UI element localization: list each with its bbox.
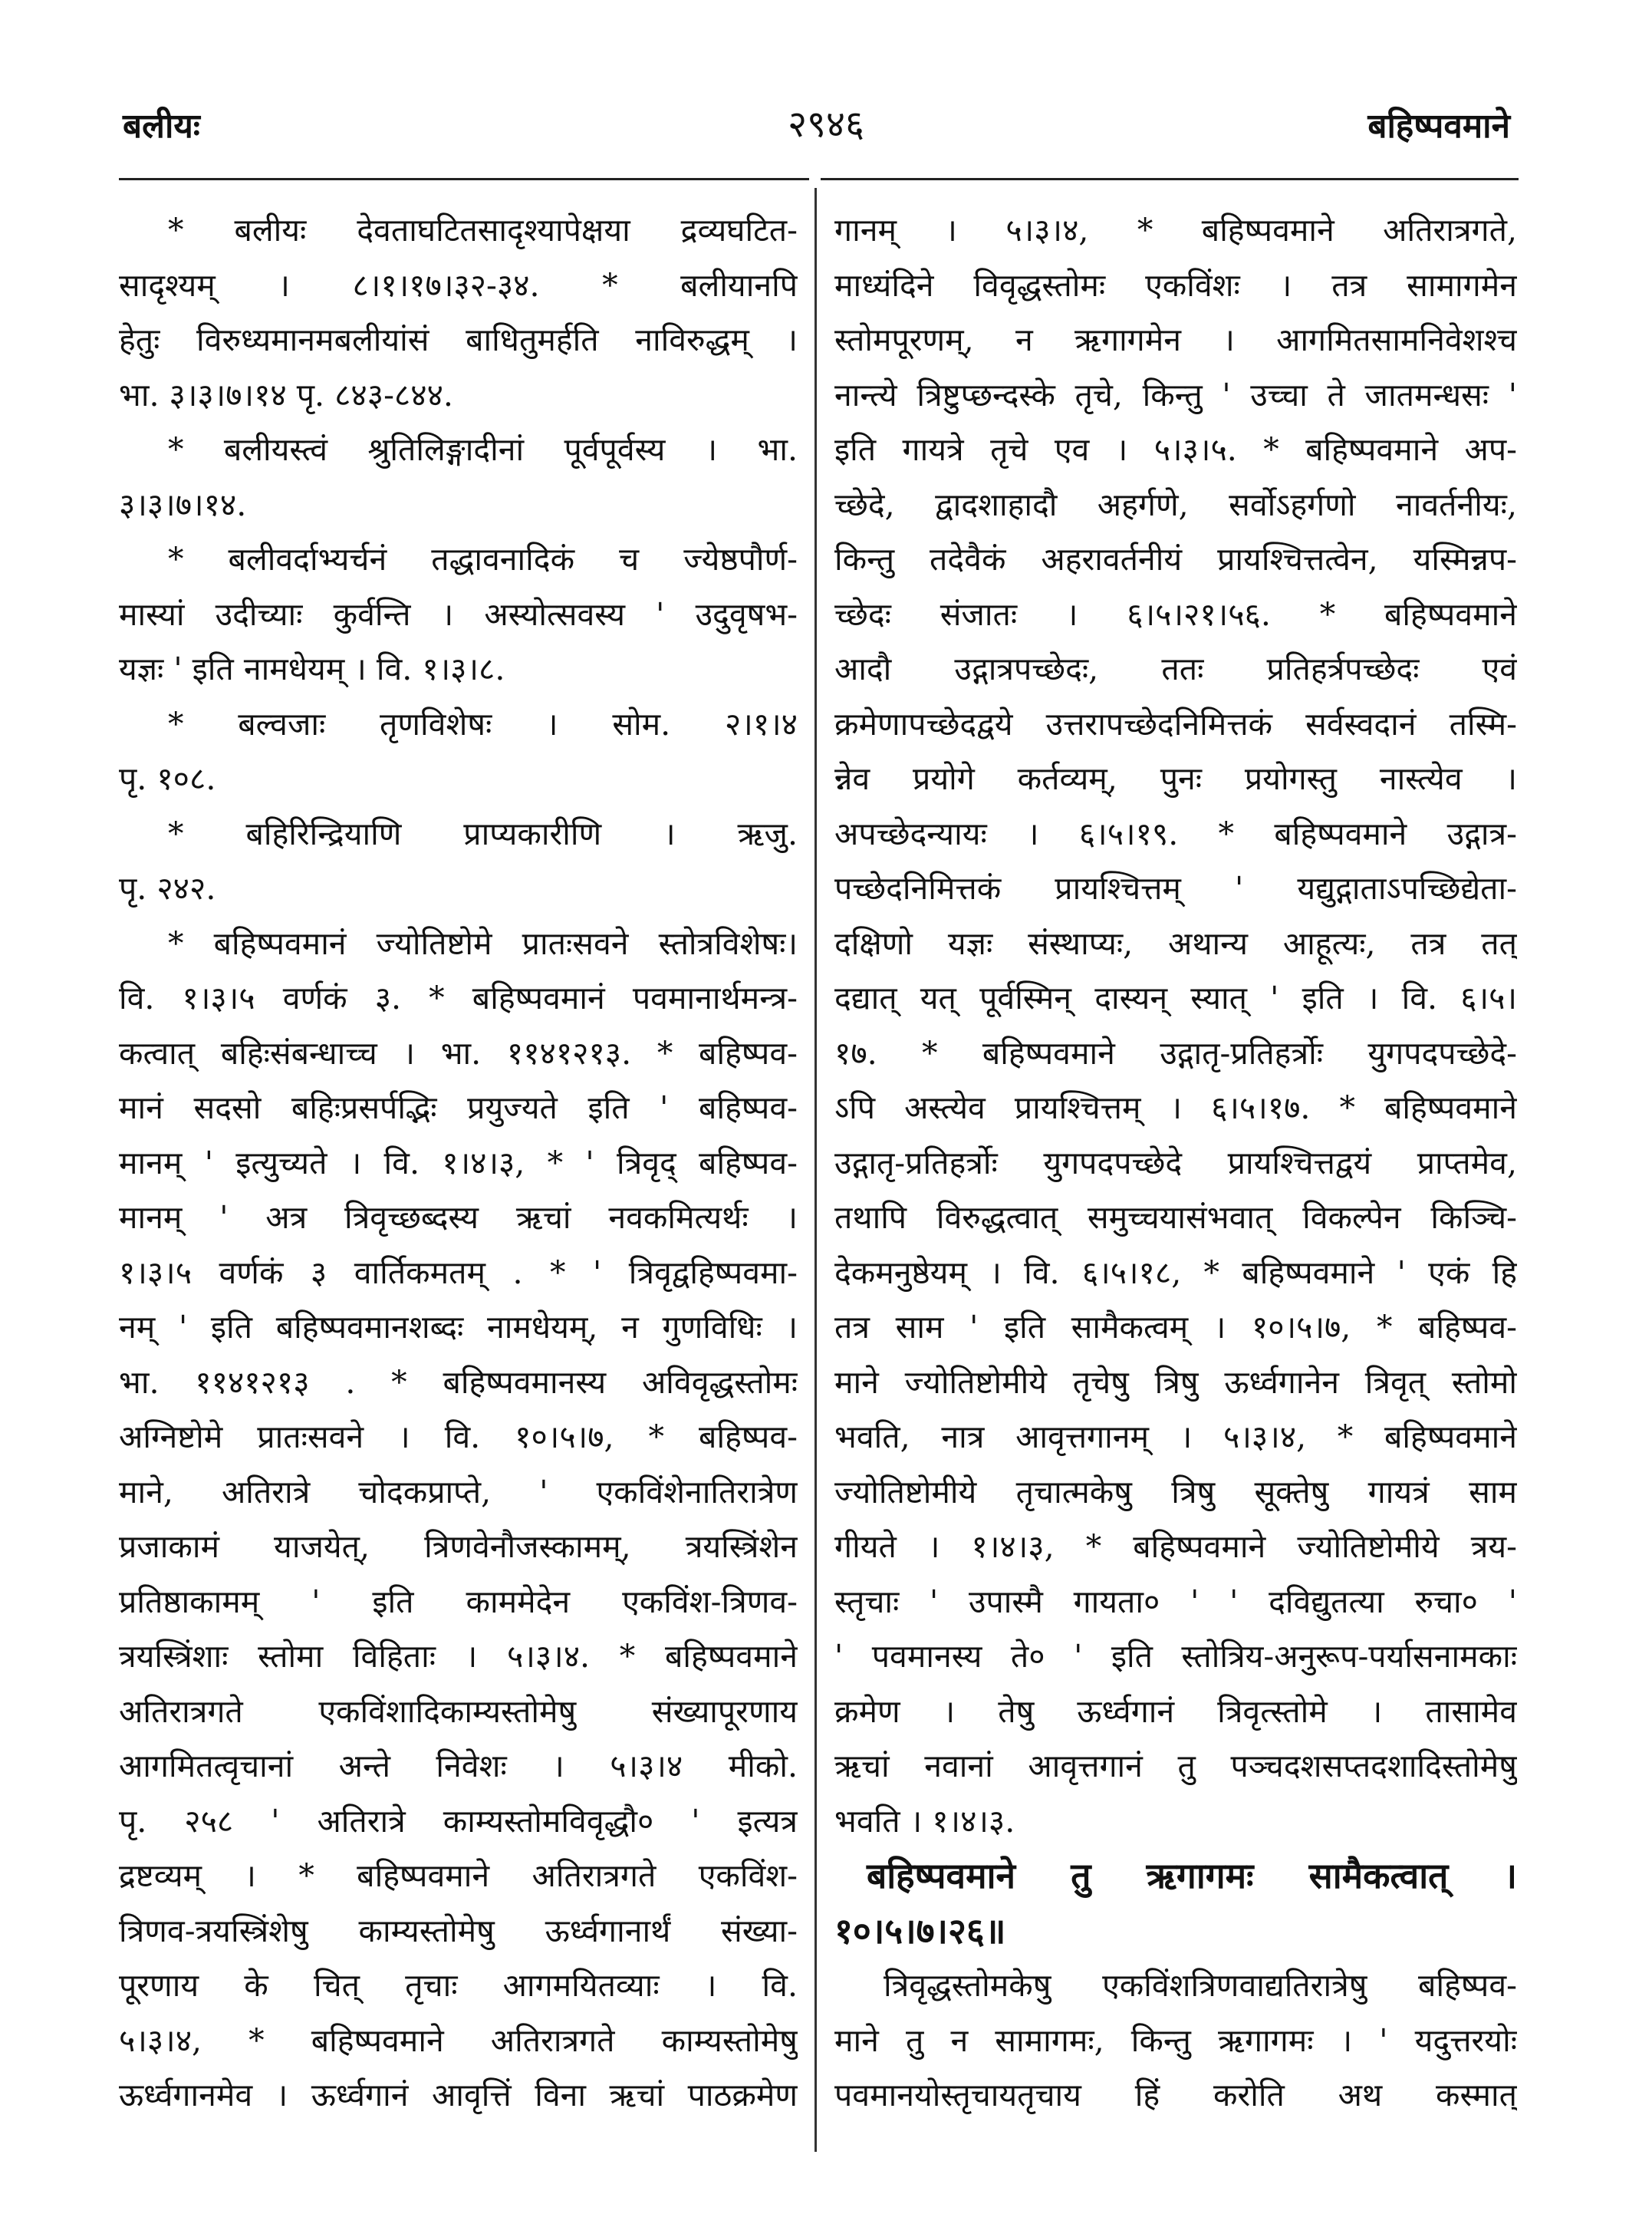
text-line: १।३।५ वर्णकं ३ वार्तिकमतम् . * ' त्रिवृद्वहिष्पवमा- [119, 1254, 798, 1291]
text-line: तथापि विरुद्धत्वात् समुच्चयासंभवात् विकल्पेन किञ्चि- [834, 1199, 1517, 1236]
text-line: * बलीवर्दाभ्यर्चनं तद्धावनादिकं च ज्येष्ठपौर्ण- [168, 541, 798, 578]
text-line: त्रिणव-त्रयस्त्रिंशेषु काम्यस्तोमेषु ऊर्ध्वगानार्थं संख्या- [119, 1912, 798, 1949]
header-rule-left [119, 178, 809, 180]
text-line: भा. ३।३।७।१४ पृ. ८४३-८४४. [119, 376, 453, 413]
text-line: आदौ उद्गात्रपच्छेदः, ततः प्रतिहर्त्रपच्छेदः एवं [834, 651, 1517, 687]
text-line: मानम् ' अत्र त्रिवृच्छब्दस्य ऋचां नवकमित्यर्थः । [119, 1199, 798, 1236]
text-line: * बहिष्पवमानं ज्योतिष्टोमे प्रातःसवने स्तोत्रविशेषः। [168, 924, 798, 962]
text-line: द्रष्टव्यम् । * बहिष्पवमाने अतिरात्रगते एकविंश- [119, 1857, 798, 1894]
text-line: * बलीयः देवताघटितसादृश्यापेक्षया द्रव्यघटित- [168, 212, 798, 249]
right-column [834, 203, 1517, 2123]
text-line: इति गायत्रे तृचे एव । ५।३।५. * बहिष्पवमाने अप- [834, 431, 1517, 468]
text-line: भवति, नात्र आवृत्तगानम् । ५।३।४, * बहिष्पवमाने [834, 1418, 1517, 1455]
text-line: माध्यंदिने विवृद्धस्तोमः एकविंशः । तत्र सामागमेन [834, 266, 1517, 304]
text-line: भा. ११४१२१३ . * बहिष्पवमानस्य अविवृद्धस्तोमः [119, 1363, 798, 1401]
text-line: त्रयस्त्रिंशाः स्तोमा विहिताः । ५।३।४. * बहिष्पवमाने [119, 1638, 798, 1675]
text-line: पवमानयोस्तृचायतृचाय हिं करोति अथ कस्मात् [834, 2077, 1517, 2113]
text-line: च्छेदे, द्वादशाहादौ अहर्गणे, सर्वोऽहर्गणो नावर्तनीयः, [834, 486, 1517, 523]
text-line: पृ. २४२. [119, 870, 216, 907]
text-line: आगमितत्वृचानां अन्ते निवेशः । ५।३।४ मीको. [119, 1748, 798, 1784]
text-line: हेतुः विरुध्यमानमबलीयांसं बाधितुमर्हति नाविरुद्धम् । [119, 321, 798, 358]
text-line: ' पवमानस्य ते० ' इति स्तोत्रिय-अनुरूप-पर्यासनामकाः [834, 1638, 1517, 1675]
text-line: * बल्वजाः तृणविशेषः । सोम. २।१।४ [168, 705, 798, 743]
text-line: अग्निष्टोमे प्रातःसवने । वि. १०।५।७, * बहिष्पव- [119, 1418, 798, 1455]
text-line: त्रिवृद्धस्तोमकेषु एकविंशत्रिणवाद्यतिरात्रेषु बहिष्पव- [884, 1967, 1517, 2004]
text-line: कत्वात् बहिःसंबन्धाच्च । भा. ११४१२१३. * बहिष्पव- [119, 1034, 798, 1072]
text-line: गानम् । ५।३।४, * बहिष्पवमाने अतिरात्रगते, [834, 212, 1517, 249]
text-line: क्रमेणापच्छेदद्वये उत्तरापच्छेदनिमित्तकं सर्वस्वदानं तस्मि- [834, 705, 1517, 743]
text-line: प्रतिष्ठाकामम् ' इति काममेदेन एकविंश-त्रिणव- [119, 1583, 798, 1620]
text-line: ३।३।७।१४. [119, 486, 247, 523]
page-number: २९४६ [788, 103, 864, 146]
text-line: मानम् ' इत्युच्यते । वि. १।४।३, * ' त्रिवृद् बहिष्पव- [119, 1144, 798, 1181]
text-line: नान्त्ये त्रिष्टुप्छन्दस्के तृचे, किन्तु ' उच्चा ते जातमन्धसः ' [834, 376, 1517, 413]
text-line: देकमनुष्ठेयम् । वि. ६।५।१८, * बहिष्पवमाने ' एकं हि [834, 1254, 1517, 1291]
text-line: सादृश्यम् । ८।१।१७।३२-३४. * बलीयानपि [119, 266, 798, 304]
text-line: पृ. २५८ ' अतिरात्रे काम्यस्तोमविवृद्धौ० ' इत्यत्र [119, 1802, 798, 1840]
text-line: प्रजाकामं याजयेत्, त्रिणवेनौजस्कामम्, त्रयस्त्रिंशेन [119, 1528, 798, 1565]
text-line: दद्यात् यत् पूर्वस्मिन् दास्यन् स्यात् ' इति । वि. ६।५। [834, 980, 1517, 1016]
header-rule-right [821, 178, 1519, 180]
text-line: १७. * बहिष्पवमाने उद्गातृ-प्रतिहर्त्रोः युगपदपच्छेदे- [834, 1034, 1517, 1072]
column-divider [814, 188, 817, 2152]
text-line: तत्र साम ' इति सामैकत्वम् । १०।५।७, * बहिष्पव- [834, 1309, 1517, 1346]
text-line: पच्छेदनिमित्तकं प्रायश्चित्तम् ' यद्युद्गाताऽपच्छिद्येता- [834, 870, 1517, 907]
text-line: मास्यां उदीच्याः कुर्वन्ति । अस्योत्सवस्य ' उदुवृषभ- [119, 595, 798, 633]
text-line: वि. १।३।५ वर्णकं ३. * बहिष्पवमानं पवमानार्थमन्त्र- [119, 980, 798, 1016]
text-line: * बहिरिन्द्रियाणि प्राप्यकारीणि । ऋजु. [168, 815, 798, 852]
text-line: भवति । १।४।३. [834, 1802, 1015, 1840]
text-line: यज्ञः ' इति नामधेयम् । वि. १।३।८. [119, 651, 505, 687]
text-line: किन्तु तदेवैकं अहरावर्तनीयं प्रायश्चित्तत्वेन, यस्मिन्नप- [834, 541, 1517, 578]
text-line: पृ. १०८. [119, 760, 216, 797]
text-line: च्छेदः संजातः । ६।५।२१।५६. * बहिष्पवमाने [834, 595, 1517, 633]
text-line: ऋचां नवानां आवृत्तगानं तु पञ्चदशसप्तदशादिस्तोमेषु [834, 1748, 1517, 1784]
text-line: न्नेव प्रयोगे कर्तव्यम्, पुनः प्रयोगस्तु नास्त्येव । [834, 760, 1517, 797]
text-line: मानं सदसो बहिःप्रसर्पद्भिः प्रयुज्यते इति ' बहिष्पव- [119, 1089, 798, 1126]
text-line: माने ज्योतिष्टोमीये तृचेषु त्रिषु ऊर्ध्वगानेन त्रिवृत् स्तोमो [834, 1363, 1517, 1401]
running-head-left: बलीयः [123, 107, 200, 146]
text-line: स्तृचाः ' उपास्मै गायता० ' ' दविद्युतत्या रुचा० ' [834, 1583, 1517, 1620]
text-line: ज्योतिष्टोमीये तृचात्मकेषु त्रिषु सूक्तेषु गायत्रं साम [834, 1473, 1517, 1510]
text-line: गीयते । १।४।३, * बहिष्पवमाने ज्योतिष्टोमीये त्रय- [834, 1528, 1517, 1565]
text-line: * बलीयस्त्वं श्रुतिलिङ्गादीनां पूर्वपूर्वस्य । भा. [168, 431, 798, 468]
text-line: ऊर्ध्वगानमेव । ऊर्ध्वगानं आवृत्तिं विना ऋचां पाठक्रमेण [119, 2077, 798, 2113]
text-line: क्रमेण । तेषु ऊर्ध्वगानं त्रिवृत्स्तोमे । तासामेव [834, 1692, 1517, 1730]
text-line: अपच्छेदन्यायः । ६।५।१९. * बहिष्पवमाने उद्गात्र- [834, 815, 1517, 852]
sutra-number: १०।५।७।२६॥ [834, 1909, 1006, 1952]
text-line: उद्गातृ-प्रतिहर्त्रोः युगपदपच्छेदे प्रायश्चित्तद्वयं प्राप्तमेव, [834, 1144, 1517, 1181]
text-line: ऽपि अस्त्येव प्रायश्चित्तम् । ६।५।१७. * बहिष्पवमाने [834, 1089, 1517, 1126]
running-head-right: बहिष्पवमाने [1367, 107, 1510, 146]
text-line: माने, अतिरात्रे चोदकप्राप्ते, ' एकविंशेनातिरात्रेण [119, 1473, 798, 1510]
text-line: नम् ' इति बहिष्पवमानशब्दः नामधेयम्, न गुणविधिः । [119, 1309, 798, 1346]
text-line: स्तोमपूरणम्, न ऋगागमेन । आगमितसामनिवेशश्च [834, 321, 1517, 358]
text-line: पूरणाय के चित् तृचाः आगमयितव्याः । वि. [119, 1967, 798, 2004]
text-line: माने तु न सामागमः, किन्तु ऋगागमः । ' यदुत्तरयोः [834, 2021, 1517, 2059]
text-line: दक्षिणो यज्ञः संस्थाप्यः, अथान्य आहूत्यः, तत्र तत् [834, 924, 1517, 962]
text-line: अतिरात्रगते एकविंशादिकाम्यस्तोमेषु संख्यापूरणाय [119, 1692, 798, 1730]
text-line: ५।३।४, * बहिष्पवमाने अतिरात्रगते काम्यस्तोमेषु [119, 2021, 798, 2059]
sutra-line: बहिष्पवमाने तु ऋगागमः सामैकत्वात् । [867, 1855, 1517, 1896]
left-column [119, 203, 798, 2123]
